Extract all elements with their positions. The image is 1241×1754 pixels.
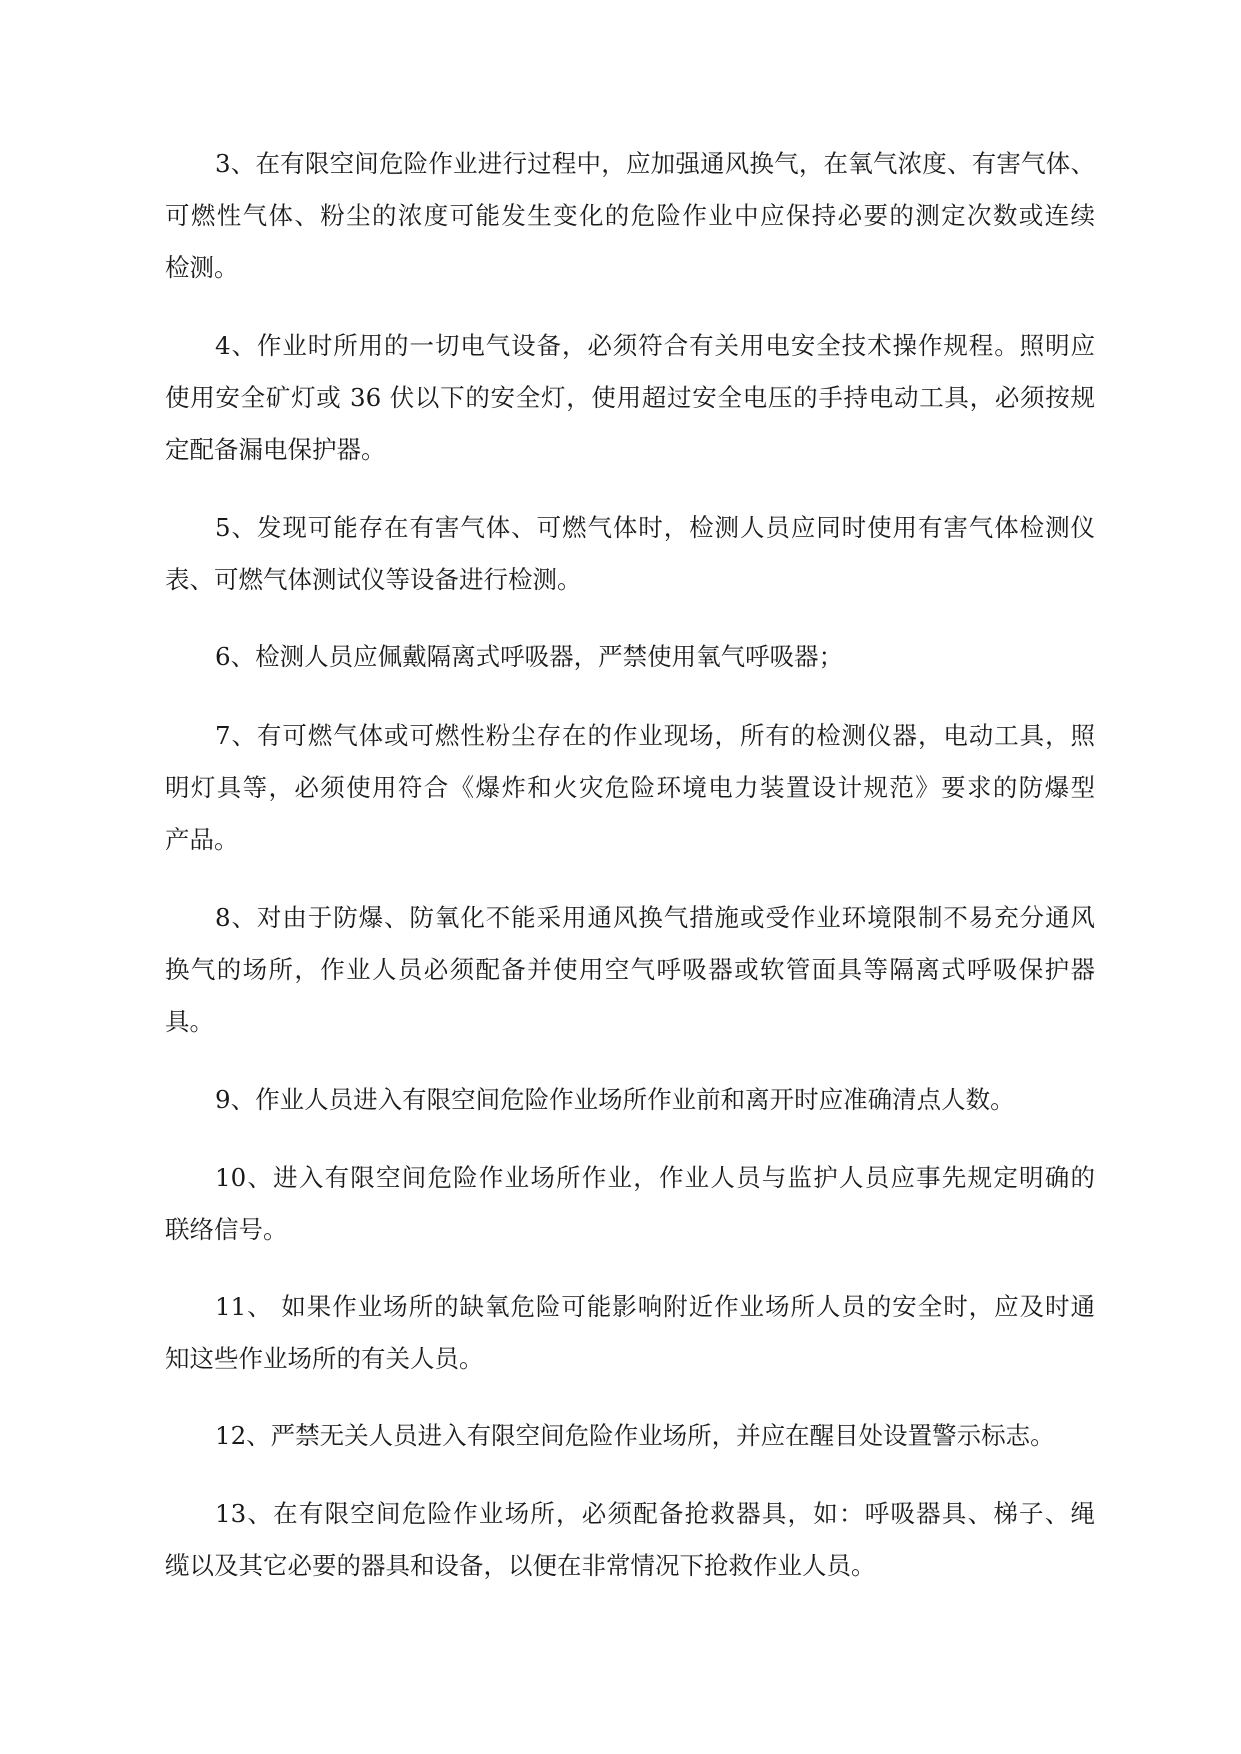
paragraph-11 [165,1281,1095,1385]
paragraph-line: 10、进入有限空间危险作业场所作业，作业人员与监护人员应事先规定明确的 [215,1163,1095,1192]
paragraph-6 [165,631,1095,683]
paragraph-line: 可燃性气体、粉尘的浓度可能发生变化的危险作业中应保持必要的测定次数或连续 [165,201,1095,230]
paragraph-line: 6、检测人员应佩戴隔离式呼吸器，严禁使用氧气呼吸器； [215,642,844,671]
paragraph-3 [165,138,1095,294]
paragraph-line: 7、有可燃气体或可燃性粉尘存在的作业现场，所有的检测仪器，电动工具，照 [215,721,1095,750]
paragraph-line: 联络信号。 [165,1215,288,1244]
paragraph-13 [165,1488,1095,1592]
paragraph-line: 检测。 [165,253,239,282]
paragraph-line: 使用安全矿灯或 36 伏以下的安全灯，使用超过安全电压的手持电动工具，必须按规 [165,383,1095,412]
paragraph-9 [165,1074,1095,1126]
paragraph-line: 知这些作业场所的有关人员。 [165,1344,484,1373]
paragraph-line: 13、在有限空间危险作业场所，必须配备抢救器具，如：呼吸器具、梯子、绳 [215,1499,1095,1528]
paragraph-line: 9、作业人员进入有限空间危险作业场所作业前和离开时应准确清点人数。 [215,1085,1015,1114]
paragraph-line: 产品。 [165,825,239,854]
paragraph-line: 明灯具等，必须使用符合《爆炸和火灾危险环境电力装置设计规范》要求的防爆型 [165,773,1095,802]
paragraph-line: 具。 [165,1007,214,1036]
paragraph-line: 5、发现可能存在有害气体、可燃气体时，检测人员应同时使用有害气体检测仪 [215,513,1095,542]
paragraph-8 [165,892,1095,1048]
paragraph-line: 8、对由于防爆、防氧化不能采用通风换气措施或受作业环境限制不易充分通风 [215,903,1095,932]
paragraph-line: 11、 如果作业场所的缺氧危险可能影响附近作业场所人员的安全时，应及时通 [215,1292,1095,1321]
paragraph-4 [165,320,1095,476]
paragraph-line: 3、在有限空间危险作业进行过程中，应加强通风换气，在氧气浓度、有害气体、 [215,149,1095,178]
paragraph-line: 4、作业时所用的一切电气设备，必须符合有关用电安全技术操作规程。照明应 [215,331,1095,360]
paragraph-10 [165,1152,1095,1256]
paragraph-12 [165,1410,1095,1462]
paragraph-line: 12、严禁无关人员进入有限空间危险作业场所，并应在醒目处设置警示标志。 [215,1421,1055,1450]
paragraph-5 [165,502,1095,606]
paragraph-line: 定配备漏电保护器。 [165,435,386,464]
paragraph-line: 换气的场所，作业人员必须配备并使用空气呼吸器或软管面具等隔离式呼吸保护器 [165,955,1095,984]
paragraph-7 [165,710,1095,866]
paragraph-line: 表、可燃气体测试仪等设备进行检测。 [165,565,582,594]
paragraph-line: 缆以及其它必要的器具和设备，以便在非常情况下抢救作业人员。 [165,1551,876,1580]
